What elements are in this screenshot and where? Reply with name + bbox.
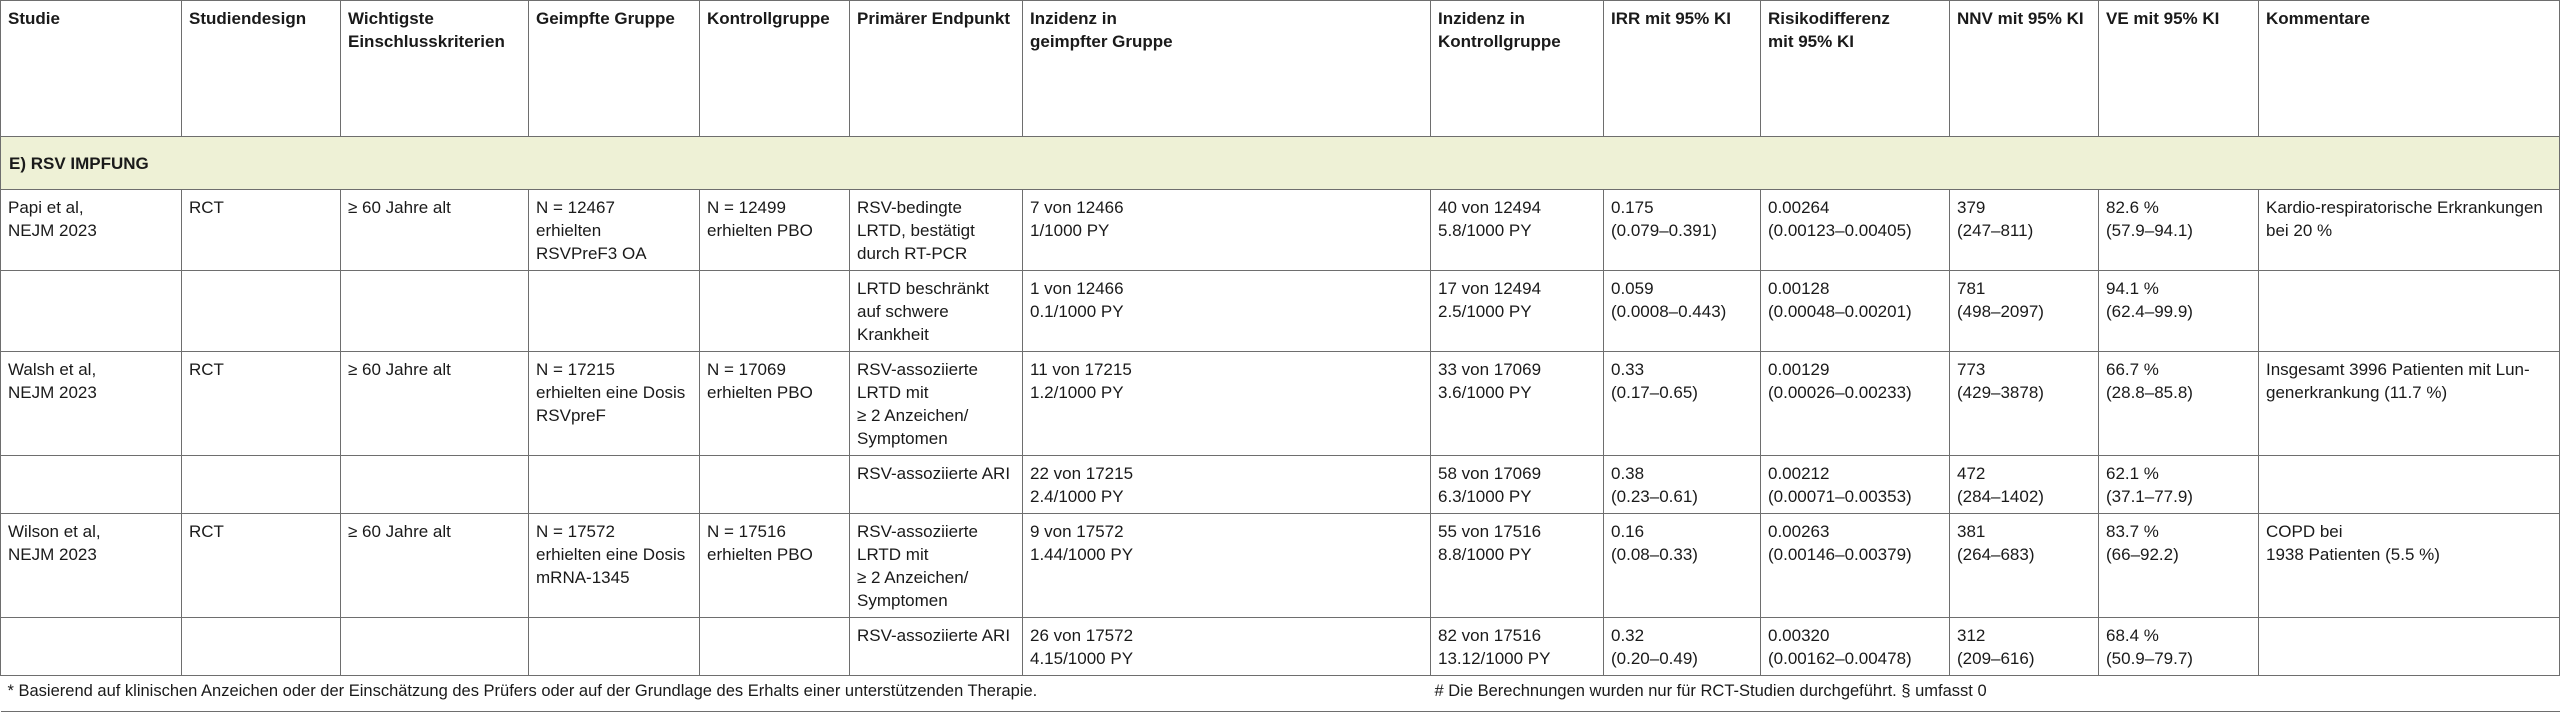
cell-ve: 94.1 % (62.4–99.9) — [2099, 271, 2259, 352]
cell-vaccinated-group — [529, 618, 700, 676]
cell-inclusion: ≥ 60 Jahre alt — [341, 352, 529, 456]
cell-incidence-control: 58 von 17069 6.3/1000 PY — [1431, 456, 1604, 514]
col-header-comments: Kommentare — [2259, 1, 2560, 137]
cell-irr: 0.38 (0.23–0.61) — [1604, 456, 1761, 514]
cell-design: RCT — [182, 190, 341, 271]
cell-control-group — [700, 456, 850, 514]
table-row — [1, 352, 2560, 456]
cell-primary-endpoint: RSV-assoziierte LRTD mit ≥ 2 Anzeichen/ Symptomen — [850, 514, 1023, 618]
col-header-irr: IRR mit 95% KI — [1604, 1, 1761, 137]
cell-irr: 0.16 (0.08–0.33) — [1604, 514, 1761, 618]
cell-incidence-vaccinated: 9 von 17572 1.44/1000 PY — [1023, 514, 1431, 618]
cell-nnv: 379 (247–811) — [1950, 190, 2099, 271]
col-header-primary-endpoint: Primärer Endpunkt — [850, 1, 1023, 137]
cell-control-group: N = 17069 erhielten PBO — [700, 352, 850, 456]
cell-irr: 0.32 (0.20–0.49) — [1604, 618, 1761, 676]
cell-vaccinated-group: N = 12467 erhielten RSVPreF3 OA — [529, 190, 700, 271]
cell-incidence-vaccinated: 26 von 17572 4.15/1000 PY — [1023, 618, 1431, 676]
cell-study — [1, 271, 182, 352]
cell-vaccinated-group — [529, 456, 700, 514]
col-header-control-group: Kontrollgruppe — [700, 1, 850, 137]
cell-incidence-vaccinated: 22 von 17215 2.4/1000 PY — [1023, 456, 1431, 514]
cell-incidence-control: 55 von 17516 8.8/1000 PY — [1431, 514, 1604, 618]
cell-ve: 83.7 % (66–92.2) — [2099, 514, 2259, 618]
col-header-inclusion: Wichtigste Einschlusskriterien — [341, 1, 529, 137]
cell-vaccinated-group: N = 17215 erhielten eine Dosis RSVpreF — [529, 352, 700, 456]
cell-inclusion: ≥ 60 Jahre alt — [341, 190, 529, 271]
cell-ve: 62.1 % (37.1–77.9) — [2099, 456, 2259, 514]
footnote-right: # Die Berechnungen wurden nur für RCT-Studien durchgeführt. § umfasst 0 — [1431, 676, 2560, 712]
cell-nnv: 381 (264–683) — [1950, 514, 2099, 618]
cell-control-group — [700, 618, 850, 676]
cell-design — [182, 271, 341, 352]
header-row — [1, 1, 2560, 137]
cell-irr: 0.33 (0.17–0.65) — [1604, 352, 1761, 456]
cell-design — [182, 618, 341, 676]
cell-risk-difference: 0.00129 (0.00026–0.00233) — [1761, 352, 1950, 456]
cell-vaccinated-group: N = 17572 erhielten eine Dosis mRNA-1345 — [529, 514, 700, 618]
cell-incidence-vaccinated: 11 von 17215 1.2/1000 PY — [1023, 352, 1431, 456]
cell-incidence-vaccinated: 1 von 12466 0.1/1000 PY — [1023, 271, 1431, 352]
col-header-incidence-vaccinated: Inzidenz in geimpfter Gruppe — [1023, 1, 1431, 137]
cell-design — [182, 456, 341, 514]
cell-inclusion — [341, 618, 529, 676]
col-header-ve: VE mit 95% KI — [2099, 1, 2259, 137]
cell-control-group: N = 17516 erhielten PBO — [700, 514, 850, 618]
cell-nnv: 781 (498–2097) — [1950, 271, 2099, 352]
cell-primary-endpoint: RSV-assoziierte ARI — [850, 618, 1023, 676]
cell-incidence-control: 82 von 17516 13.12/1000 PY — [1431, 618, 1604, 676]
cell-comments — [2259, 271, 2560, 352]
cell-inclusion: ≥ 60 Jahre alt — [341, 514, 529, 618]
cell-primary-endpoint: RSV-assoziierte LRTD mit ≥ 2 Anzeichen/ Symptomen — [850, 352, 1023, 456]
section-title: E) RSV IMPFUNG — [1, 137, 2560, 190]
cell-risk-difference: 0.00263 (0.00146–0.00379) — [1761, 514, 1950, 618]
cell-irr: 0.175 (0.079–0.391) — [1604, 190, 1761, 271]
footnote-left: * Basierend auf klinischen Anzeichen oder der Einschätzung des Prüfers oder auf der Grundlage des Erhalts einer unterstützenden Therapie. — [1, 676, 1431, 712]
cell-study — [1, 456, 182, 514]
table-row — [1, 618, 2560, 676]
col-header-vaccinated-group: Geimpfte Gruppe — [529, 1, 700, 137]
cell-risk-difference: 0.00212 (0.00071–0.00353) — [1761, 456, 1950, 514]
cell-irr: 0.059 (0.0008–0.443) — [1604, 271, 1761, 352]
cell-ve: 68.4 % (50.9–79.7) — [2099, 618, 2259, 676]
cell-nnv: 472 (284–1402) — [1950, 456, 2099, 514]
cell-inclusion — [341, 271, 529, 352]
cell-incidence-control: 33 von 17069 3.6/1000 PY — [1431, 352, 1604, 456]
cell-risk-difference: 0.00320 (0.00162–0.00478) — [1761, 618, 1950, 676]
table-row — [1, 190, 2560, 271]
cell-incidence-vaccinated: 7 von 12466 1/1000 PY — [1023, 190, 1431, 271]
col-header-study: Studie — [1, 1, 182, 137]
cell-vaccinated-group — [529, 271, 700, 352]
cell-comments: Kardio-respiratorische Erkrankungen bei 20 % — [2259, 190, 2560, 271]
cell-comments — [2259, 456, 2560, 514]
table-row — [1, 456, 2560, 514]
cell-comments: Insgesamt 3996 Patienten mit Lun- generkrankung (11.7 %) — [2259, 352, 2560, 456]
col-header-design: Studiendesign — [182, 1, 341, 137]
cell-control-group — [700, 271, 850, 352]
table-row — [1, 271, 2560, 352]
cell-study — [1, 618, 182, 676]
cell-comments: COPD bei 1938 Patienten (5.5 %) — [2259, 514, 2560, 618]
section-row — [1, 137, 2560, 190]
cell-design: RCT — [182, 514, 341, 618]
cell-primary-endpoint: RSV-bedingte LRTD, bestätigt durch RT-PCR — [850, 190, 1023, 271]
cell-incidence-control: 17 von 12494 2.5/1000 PY — [1431, 271, 1604, 352]
table-row — [1, 514, 2560, 618]
cell-ve: 66.7 % (28.8–85.8) — [2099, 352, 2259, 456]
cell-risk-difference: 0.00128 (0.00048–0.00201) — [1761, 271, 1950, 352]
cell-design: RCT — [182, 352, 341, 456]
cell-study: Wilson et al, NEJM 2023 — [1, 514, 182, 618]
cell-primary-endpoint: LRTD beschränkt auf schwere Krankheit — [850, 271, 1023, 352]
footnote-row — [1, 676, 2560, 712]
col-header-risk-difference: Risikodifferenz mit 95% KI — [1761, 1, 1950, 137]
cell-control-group: N = 12499 erhielten PBO — [700, 190, 850, 271]
cell-nnv: 773 (429–3878) — [1950, 352, 2099, 456]
cell-primary-endpoint: RSV-assoziierte ARI — [850, 456, 1023, 514]
col-header-nnv: NNV mit 95% KI — [1950, 1, 2099, 137]
cell-risk-difference: 0.00264 (0.00123–0.00405) — [1761, 190, 1950, 271]
cell-inclusion — [341, 456, 529, 514]
cell-comments — [2259, 618, 2560, 676]
cell-incidence-control: 40 von 12494 5.8/1000 PY — [1431, 190, 1604, 271]
cell-ve: 82.6 % (57.9–94.1) — [2099, 190, 2259, 271]
cell-nnv: 312 (209–616) — [1950, 618, 2099, 676]
cell-study: Walsh et al, NEJM 2023 — [1, 352, 182, 456]
col-header-incidence-control: Inzidenz in Kontrollgruppe — [1431, 1, 1604, 137]
cell-study: Papi et al, NEJM 2023 — [1, 190, 182, 271]
